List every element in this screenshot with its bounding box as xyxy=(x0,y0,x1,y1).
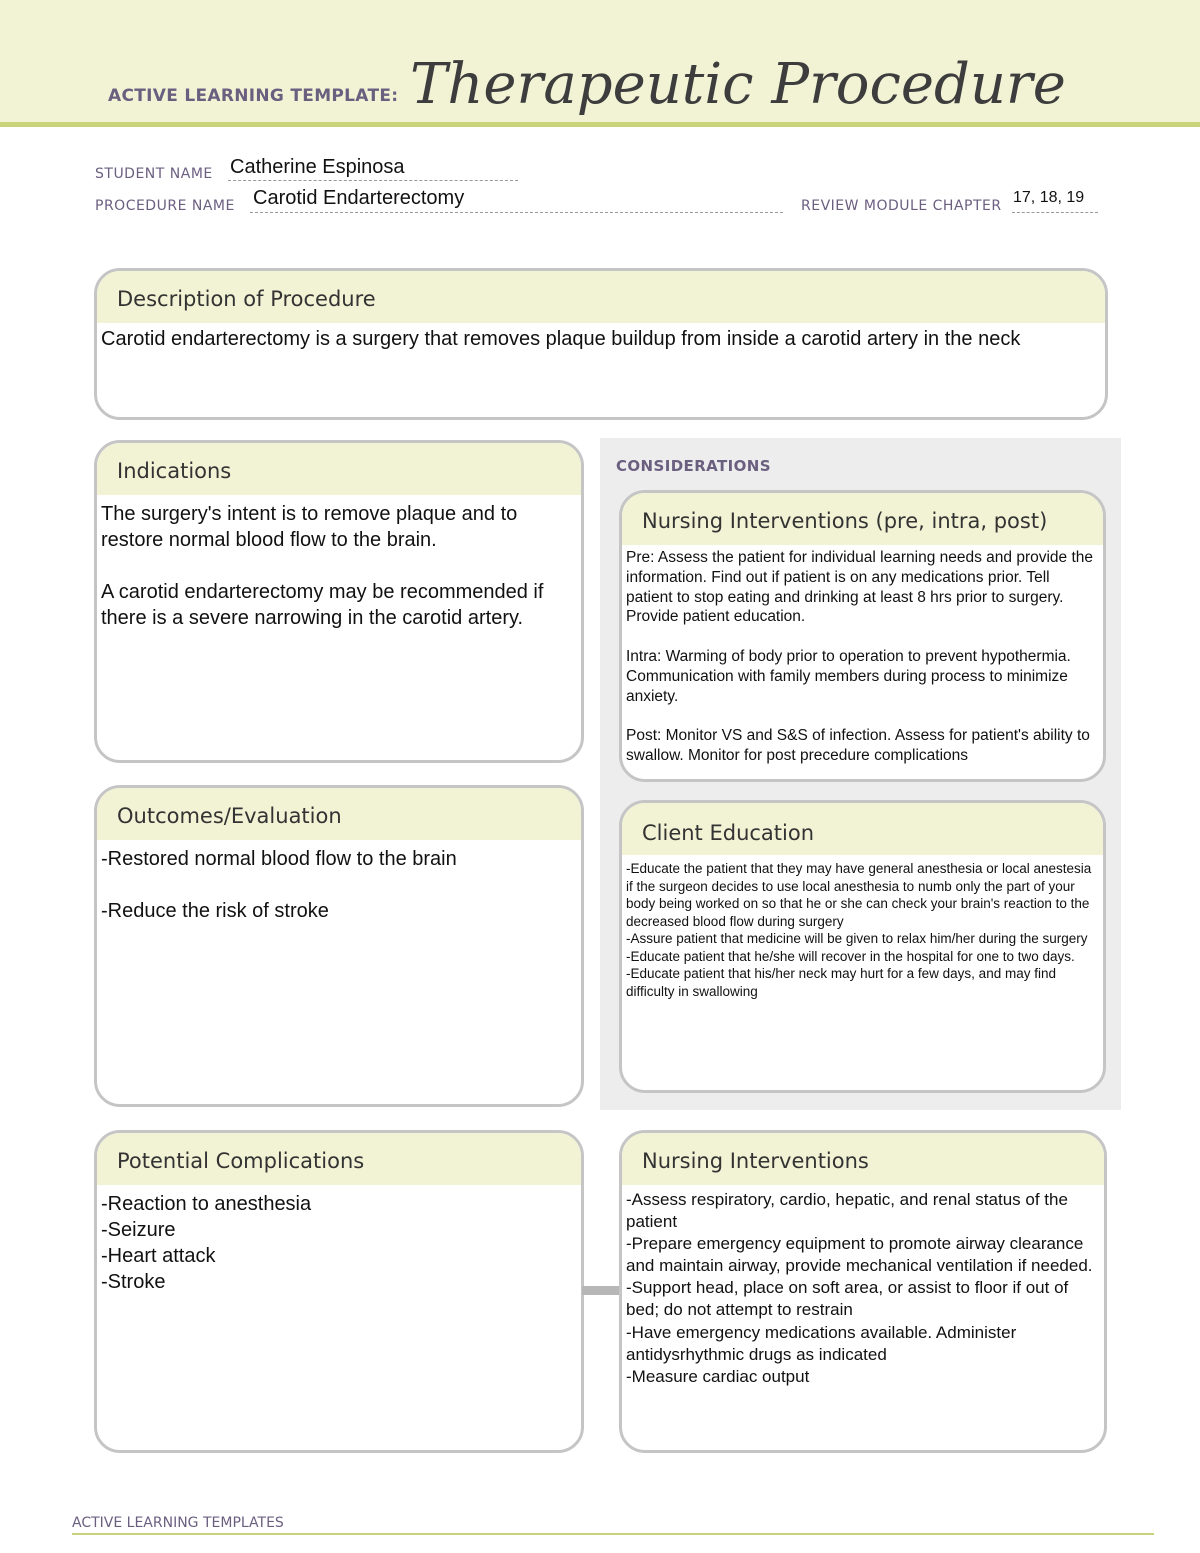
nursing-interventions-text[interactable]: -Assess respiratory, cardio, hepatic, and renal status of the patient -Prepare emergency equipment to promote airway clearance and maintain airway, provide mechanical ventilation if needed. -Support head, place on soft area, or assist to floor if out of bed; do not attempt to restrain -Have emergency medications available. Administer antidysrhythmic drugs as indicated -Measure cardiac output xyxy=(626,1190,1093,1386)
footer-text: ACTIVE LEARNING TEMPLATES xyxy=(72,1515,284,1531)
client-education-text[interactable]: -Educate the patient that they may have general anesthesia or local anestesia if the surgeon decides to use local anesthesia to numb only the part of your body being worked on so that he or she can check your brain's reaction to the decreased blood flow during surgery -Assure patient that medicine will be given to relax him/her during the surgery -Educate patient that he/she will recover in the hospital for one to two days. -Educate patient that his/her neck may hurt for a few days, and may find difficulty in swallowing xyxy=(626,861,1092,999)
footer-rule xyxy=(72,1533,1154,1535)
review-module-label: REVIEW MODULE CHAPTER xyxy=(801,198,1002,214)
procedure-name-line xyxy=(250,212,783,213)
outcomes-text[interactable]: -Restored normal blood flow to the brain -Reduce the risk of stroke xyxy=(101,848,457,922)
procedure-name-field[interactable]: Carotid Endarterectomy xyxy=(253,187,465,209)
template-label: ACTIVE LEARNING TEMPLATE: xyxy=(108,86,399,106)
complications-text[interactable]: -Reaction to anesthesia -Seizure -Heart attack -Stroke xyxy=(101,1193,312,1293)
outcomes-heading: Outcomes/Evaluation xyxy=(97,788,581,840)
client-education-heading: Client Education xyxy=(622,803,1103,855)
complications-box xyxy=(94,1130,584,1453)
client-education-box xyxy=(619,800,1106,1093)
procedure-name-label: PROCEDURE NAME xyxy=(95,198,235,214)
indications-box xyxy=(94,440,584,763)
description-heading: Description of Procedure xyxy=(97,271,1105,323)
description-text[interactable]: Carotid endarterectomy is a surgery that removes plaque buildup from inside a carotid artery in the neck xyxy=(101,328,1021,350)
indications-text[interactable]: The surgery's intent is to remove plaque and to restore normal blood flow to the brain. A carotid endarterectomy may be recommended if there is a severe narrowing in the carotid artery. xyxy=(101,503,544,629)
nursing-interventions-phases-box xyxy=(619,490,1106,782)
student-name-field[interactable]: Catherine Espinosa xyxy=(230,156,405,178)
review-module-line xyxy=(1012,212,1098,213)
nursing-interventions-phases-heading: Nursing Interventions (pre, intra, post) xyxy=(622,493,1103,545)
student-name-label: STUDENT NAME xyxy=(95,166,213,182)
outcomes-box xyxy=(94,785,584,1107)
indications-heading: Indications xyxy=(97,443,581,495)
header-rule xyxy=(0,122,1200,127)
nursing-interventions-box xyxy=(619,1130,1107,1453)
description-box xyxy=(94,268,1108,420)
connector-bar xyxy=(582,1286,620,1295)
nursing-interventions-heading: Nursing Interventions xyxy=(622,1133,1104,1185)
complications-heading: Potential Complications xyxy=(97,1133,581,1185)
student-name-line xyxy=(228,180,518,181)
review-module-field[interactable]: 17, 18, 19 xyxy=(1013,189,1085,206)
nursing-interventions-phases-text[interactable]: Pre: Assess the patient for individual learning needs and provide the information. Find out if patient is on any medications prior. Tell patient to stop eating and drinking at least 8 hrs prior to surgery. Provide patient education. Intra: Warming of body prior to operation to prevent hypothermia. Communication with family members during process to minimize anxiety. Post: Monitor VS and S&S of infection. Assess for patient's ability to swallow. Monitor for post precedure complications xyxy=(626,549,1094,765)
page-title: Therapeutic Procedure xyxy=(410,52,1066,117)
considerations-label: CONSIDERATIONS xyxy=(616,457,771,475)
